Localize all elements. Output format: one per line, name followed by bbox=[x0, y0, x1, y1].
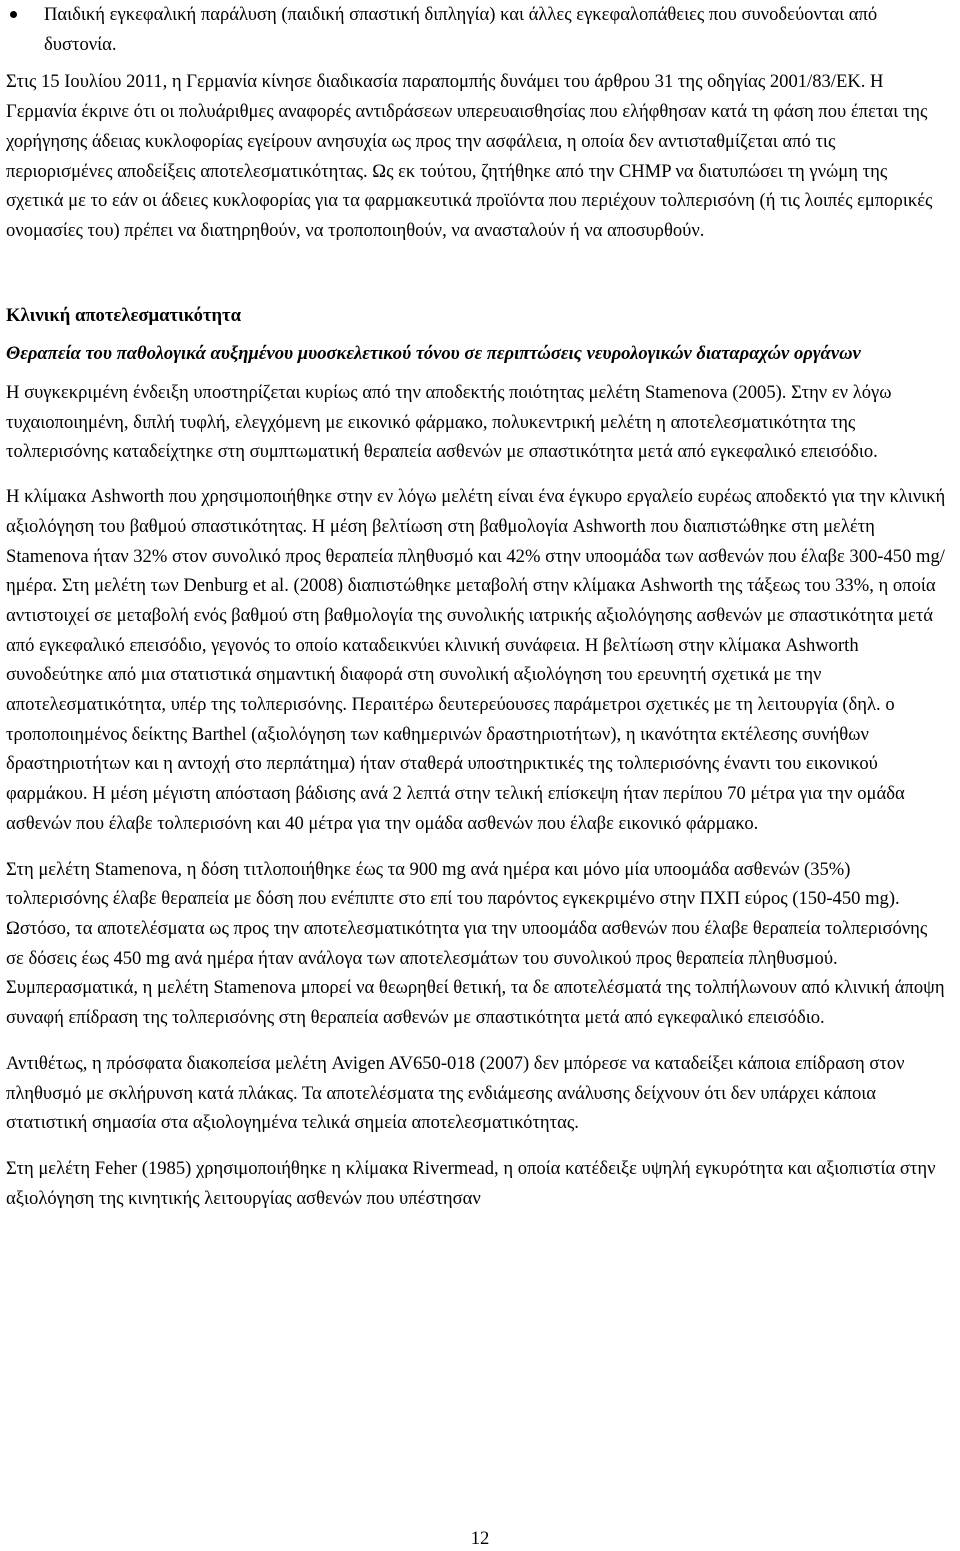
paragraph-ashworth: Η κλίμακα Ashworth που χρησιμοποιήθηκε στην εν λόγω μελέτη είναι ένα έγκυρο εργαλείο ευρέως αποδεκτό για την κλινική αξιολόγηση του βαθμού σπαστικότητας. Η μέση βελτίωση στη βαθμολογία Ashworth που διαπιστώθηκε στη μελέτη Stamenova ήταν 32% στον συνολικό προς θεραπεία πληθυσμό και 42% στην υποομάδα των ασθενών που έλαβε 300-450 mg/ημέρα. Στη μελέτη των Denburg et al. (2008) διαπιστώθηκε μεταβολή στην κλίμακα Ashworth της τάξεως του 33%, η οποία αντιστοιχεί σε μεταβολή ενός βαθμού στη βαθμολογία της συνολικής ιατρικής αξιολόγησης ασθενών με σπαστικότητα μετά από εγκεφαλικό επεισόδιο, γεγονός το οποίο καταδεικνύει κλινική συνάφεια. Η βελτίωση στην κλίμακα Ashworth συνοδεύτηκε από μια στατιστικά σημαντική διαφορά στη συνολική αξιολόγηση του ερευνητή σχετικά με την αποτελεσματικότητα, υπέρ της τολπερισόνης. Περαιτέρω δευτερεύουσες παράμετροι σχετικές με τη λειτουργία (δηλ. ο τροποποιημένος δείκτης Barthel (αξιολόγηση των καθημερινών δραστηριοτήτων), η ικανότητα εκτέλεσης συνήθων δραστηριοτήτων και η αντοχή στο περπάτημα) ήταν σταθερά υποστηρικτικές της τολπερισόνης έναντι του εικονικού φαρμάκου. Η μέση μέγιστη απόσταση βάδισης ανά 2 λεπτά στην τελική επίσκεψη ήταν περίπου 70 μέτρα για την ομάδα ασθενών που έλαβε τολπερισόνη και 40 μέτρα για την ομάδα ασθενών που έλαβε εικονικό φάρμακο. bbox=[6, 486, 946, 834]
subsection-heading: Θεραπεία του παθολογικά αυξημένου μυοσκελετικού τόνου σε περιπτώσεις νευρολογικών διαταραχών οργάνων bbox=[6, 343, 861, 365]
section-heading: Κλινική αποτελεσματικότητα bbox=[6, 304, 241, 326]
paragraph-feher: Στη μελέτη Feher (1985) χρησιμοποιήθηκε η κλίμακα Rivermead, η οποία κατέδειξε υψηλή εγκυρότητα και αξιοπιστία στην αξιολόγηση της κινητικής λειτουργίας ασθενών που υπέστησαν bbox=[6, 1157, 936, 1209]
bullet-icon bbox=[10, 11, 17, 18]
paragraph-stamenova-intro: Η συγκεκριμένη ένδειξη υποστηρίζεται κυρίως από την αποδεκτής ποιότητας μελέτη Stamenova (2005). Στην εν λόγω τυχαιοποιημένη, διπλή τυφλή, ελεγχόμενη με εικονικό φάρμακο, πολυκεντρική μελέτη η αποτελεσματικότητα της τολπερισόνης καταδείχτηκε στη συμπτωματική θεραπεία ασθενών με σπαστικότητα μετά από εγκεφαλικό επεισόδιο. bbox=[6, 382, 892, 463]
page-number: 12 bbox=[470, 1528, 490, 1549]
bullet-list-item bbox=[6, 0, 952, 59]
paragraph-dose: Στη μελέτη Stamenova, η δόση τιτλοποιήθηκε έως τα 900 mg ανά ημέρα και μόνο μία υποομάδα ασθενών (35%) τολπερισόνης έλαβε θεραπεία με δόση που ενέπιπτε στο επί του παρόντος εγκεκριμένο στην ΠΧΠ εύρος (150-450 mg). Ωστόσο, τα αποτελέσματα ως προς την αποτελεσματικότητα για την υποομάδα ασθενών που έλαβε θεραπεία τολπερισόνης σε δόσεις έως 450 mg ανά ημέρα ήταν ανάλογα των αποτελεσμάτων του συνολικού προς θεραπεία πληθυσμού. Συμπερασματικά, η μελέτη Stamenova μπορεί να θεωρηθεί θετική, τα δε αποτελέσματά της τολπήλωνουν από κλινική άποψη συναφή επίδραση της τολπερισόνης στη θεραπεία ασθενών με σπαστικότητα μετά από εγκεφαλικό επεισόδιο. bbox=[6, 858, 945, 1029]
paragraph-avigen: Αντιθέτως, η πρόσφατα διακοπείσα μελέτη Avigen AV650-018 (2007) δεν μπόρεσε να καταδείξει κάποια επίδραση στον πληθυσμό με σκλήρυνση κατά πλάκας. Τα αποτελέσματα της ενδιάμεσης ανάλυσης δείχνουν ότι δεν υπάρχει κάποια στατιστική σημασία στα αξιολογημένα τελικά σημεία αποτελεσματικότητας. bbox=[6, 1052, 905, 1134]
paragraph-referral: Στις 15 Ιουλίου 2011, η Γερμανία κίνησε διαδικασία παραπομπής δυνάμει του άρθρου 31 της οδηγίας 2001/83/ΕΚ. Η Γερμανία έκρινε ότι οι πολυάριθμες αναφορές αντιδράσεων υπερευαισθησίας που ελήφθησαν κατά τη φάση που έπεται της χορήγησης άδειας κυκλοφορίας εγείρουν ανησυχία ως προς την ασφάλεια, η οποία δεν αντισταθμίζεται από τις περιορισμένες αποδείξεις αποτελεσματικότητας. Ως εκ τούτου, ζητήθηκε από την CHMP να διατυπώσει τη γνώμη της σχετικά με το εάν οι άδειες κυκλοφορίας για τα φαρμακευτικά προϊόντα που περιέχουν τολπερισόνη (ή τις λοιπές εμπορικές ονομασίες του) πρέπει να διατηρηθούν, να τροποποιηθούν, να ανασταλούν ή να αποσυρθούν. bbox=[6, 71, 933, 241]
bullet-item-text: Παιδική εγκεφαλική παράλυση (παιδική σπαστική διπληγία) και άλλες εγκεφαλοπάθειες που συνοδεύονται από δυστονία. bbox=[44, 4, 878, 55]
